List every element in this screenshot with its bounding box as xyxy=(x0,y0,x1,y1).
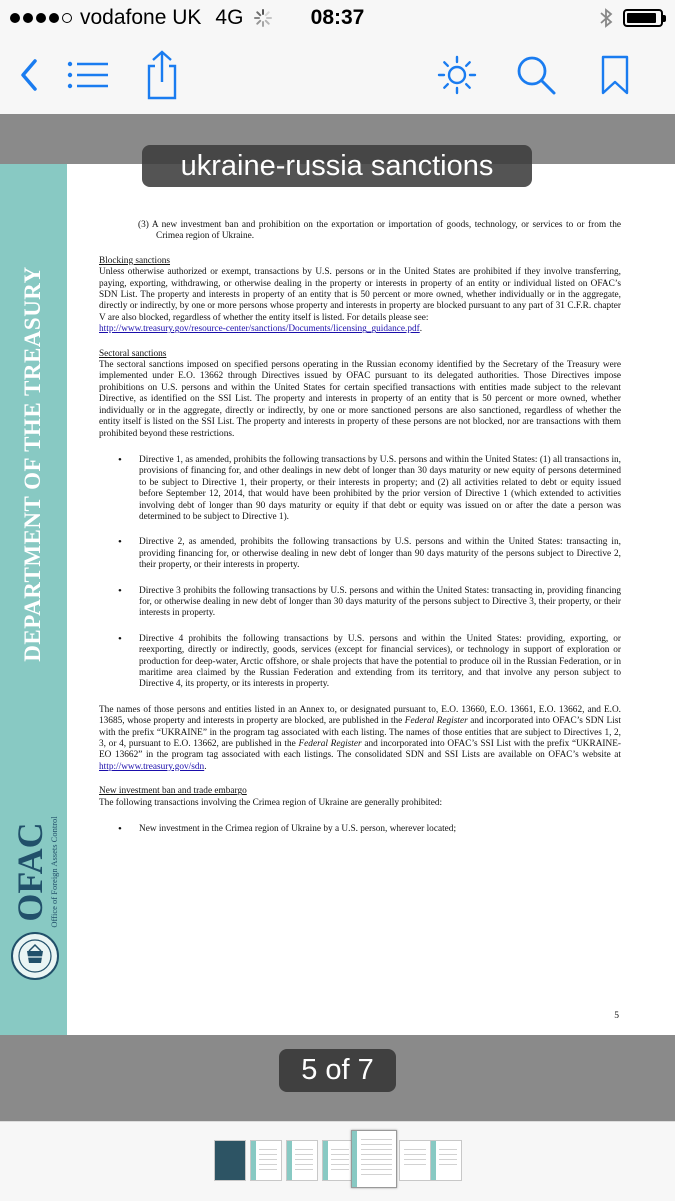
page-indicator: 5 of 7 xyxy=(279,1049,396,1092)
directive-3: • Directive 3 prohibits the following transactions by U.S. persons and within the United States: transacting in, providing financing for, or otherwise dealing in new debt of longer than 30 days maturity of the persons subject to Directive 3, their property, or their interests in property. xyxy=(99,586,621,620)
bluetooth-icon xyxy=(599,7,613,29)
network-type: 4G xyxy=(215,6,244,29)
crimea-list xyxy=(99,824,621,835)
ofac-logo-text: OFAC xyxy=(10,822,50,922)
directive-4: • Directive 4 prohibits the following transactions by U.S. persons and within the United States: providing, exporting, or reexporting, directly or indirectly, goods, services (except for financial services), or technology in support of exploration or production for deep-water, Arctic offshore, or shale projects that have the potential to produce oil in the Russian Federation, or in maritime area claimed by the Russian Federation and extending from its territory, and that involve any person subject to Directive 4, its property, or its interests in property. xyxy=(99,634,621,691)
status-bar xyxy=(0,0,675,38)
page-number: 5 xyxy=(614,1011,619,1021)
list-icon[interactable] xyxy=(63,50,113,100)
pdf-page[interactable] xyxy=(0,164,675,1035)
clock: 08:37 xyxy=(310,6,365,29)
page-thumbnail-6[interactable] xyxy=(399,1140,431,1181)
blocking-sanctions-heading: Blocking sanctions xyxy=(99,255,171,266)
carrier-name: vodafone UK xyxy=(80,6,202,29)
share-icon[interactable] xyxy=(136,50,186,100)
page-thumbnail-1[interactable] xyxy=(214,1140,246,1181)
ofac-subtitle: Office of Foreign Assets Control xyxy=(49,816,59,928)
page-thumbnail-5[interactable] xyxy=(351,1130,397,1188)
page-thumbnail-3[interactable] xyxy=(286,1140,318,1181)
new-investment-heading: New investment ban and trade embargo xyxy=(99,786,247,797)
back-icon[interactable] xyxy=(5,50,55,100)
sectoral-sanctions-text: The sectoral sanctions imposed on specified persons operating in the Russian economy identified by the Secretary of the Treasury were implemented under E.O. 13662 through Directives issued by OFAC pursuant to its delegated authorities. Those Directives impose prohibitions on U.S. persons and within the United States for certain specified transactions with entities made subject to the relevant Directive, as identified on the SSI List. The property and interests in property of an entity that is 50 percent or more owned, whether individually or in the aggregate, directly or indirectly, by one or more sanctioned persons are also sanctioned, regardless of whether the entity itself is listed on the SSI List. The property and interests in property of these persons are not blocked, nor are transactions with them prohibited beyond these restrictions. xyxy=(99,360,621,439)
page-content xyxy=(99,220,621,835)
blocking-sanctions-text: Unless otherwise authorized or exempt, transactions by U.S. persons or in the United States are prohibited if they involve transferring, paying, exporting, withdrawing, or otherwise dealing in the property or interests in property of an entity or individual listed on OFAC’s SDN List. The property and interests in property of an entity that is 50 percent or more owned, whether individually or in the aggregate, directly or indirectly, by one or more persons whose property and interests in property are blocked pursuant to any part of 31 C.F.R. chapter V are also blocked, regardless of whether the entity itself is listed. For details please see: http://www.treasury.gov/resource-center/sanctions/Documents/licensing_guidance.pdf. xyxy=(99,267,621,335)
page-thumbnail-2[interactable] xyxy=(250,1140,282,1181)
search-icon[interactable] xyxy=(511,50,561,100)
pdf-toolbar xyxy=(0,38,675,114)
crimea-bullet: • New investment in the Crimea region of Ukraine by a U.S. person, wherever located; xyxy=(99,824,621,835)
bookmark-icon[interactable] xyxy=(590,50,640,100)
document-title: ukraine-russia sanctions xyxy=(142,145,532,187)
battery-icon xyxy=(623,9,663,27)
lists-paragraph: The names of those persons and entities listed in an Annex to, or designated pursuant to, E.O. 13660, E.O. 13661, E.O. 13662, and E.O. 13685, whose property and interests in property are blocked, are published in the Federal Register and incorporated into OFAC’s SDN List with the prefix “UKRAINE” in the program tag associated with each listing. The names of those entities that are subject to Directives 1, 2, 3, or 4, pursuant to E.O. 13662, are published in the Federal Register and incorporated into OFAC’s SSI List with the prefix “UKRAINE-EO 13662” in the program tag associated with each listings. The consolidated SDN and SSI Lists are available on OFAC’s website at http://www.treasury.gov/sdn. xyxy=(99,704,621,772)
thumbnail-strip[interactable] xyxy=(0,1121,675,1201)
new-investment-text: The following transactions involving the Crimea region of Ukraine are generally prohibited: xyxy=(99,797,443,808)
page-thumbnail-7[interactable] xyxy=(430,1140,462,1181)
directive-list xyxy=(99,455,621,691)
page-thumbnail-4[interactable] xyxy=(322,1140,354,1181)
treasury-sidebar xyxy=(0,164,67,1035)
sdn-list-link[interactable]: http://www.treasury.gov/sdn xyxy=(99,761,205,772)
licensing-guidance-link[interactable]: http://www.treasury.gov/resource-center/sanctions/Documents/licensing_guidance.pdf xyxy=(99,324,420,335)
list-item-3: (3) A new investment ban and prohibition on the exportation or importation of goods, technology, or services to or from the Crimea region of Ukraine. xyxy=(138,220,621,242)
directive-2: • Directive 2, as amended, prohibits the following transactions by U.S. persons and within the United States: transacting in, providing financing for, or otherwise dealing in new debt of longer than 90 days maturity of the persons subject to Directive 2, their property, or their interests in property. xyxy=(99,537,621,571)
directive-1: • Directive 1, as amended, prohibits the following transactions by U.S. persons and within the United States: (1) all transactions in, provisions of financing for, and other dealings in new debt of longer than 30 days maturity or new equity of persons determined to be subject to Directive 1, their property, or their interests in property; and (2) all activities related to debt or equity issued before September 12, 2014, that would have been prohibited by the prior version of Directive 1 (which extended to activities involving debt of longer than 90 days maturity or equity if that debt or equity was issued on or after the date a person was determined to be subject to Directive 1). xyxy=(99,455,621,523)
brightness-icon[interactable] xyxy=(432,50,482,100)
department-label: DEPARTMENT OF THE TREASURY xyxy=(20,266,45,662)
treasury-seal-icon xyxy=(10,931,60,981)
sectoral-sanctions-heading: Sectoral sanctions xyxy=(99,348,167,359)
